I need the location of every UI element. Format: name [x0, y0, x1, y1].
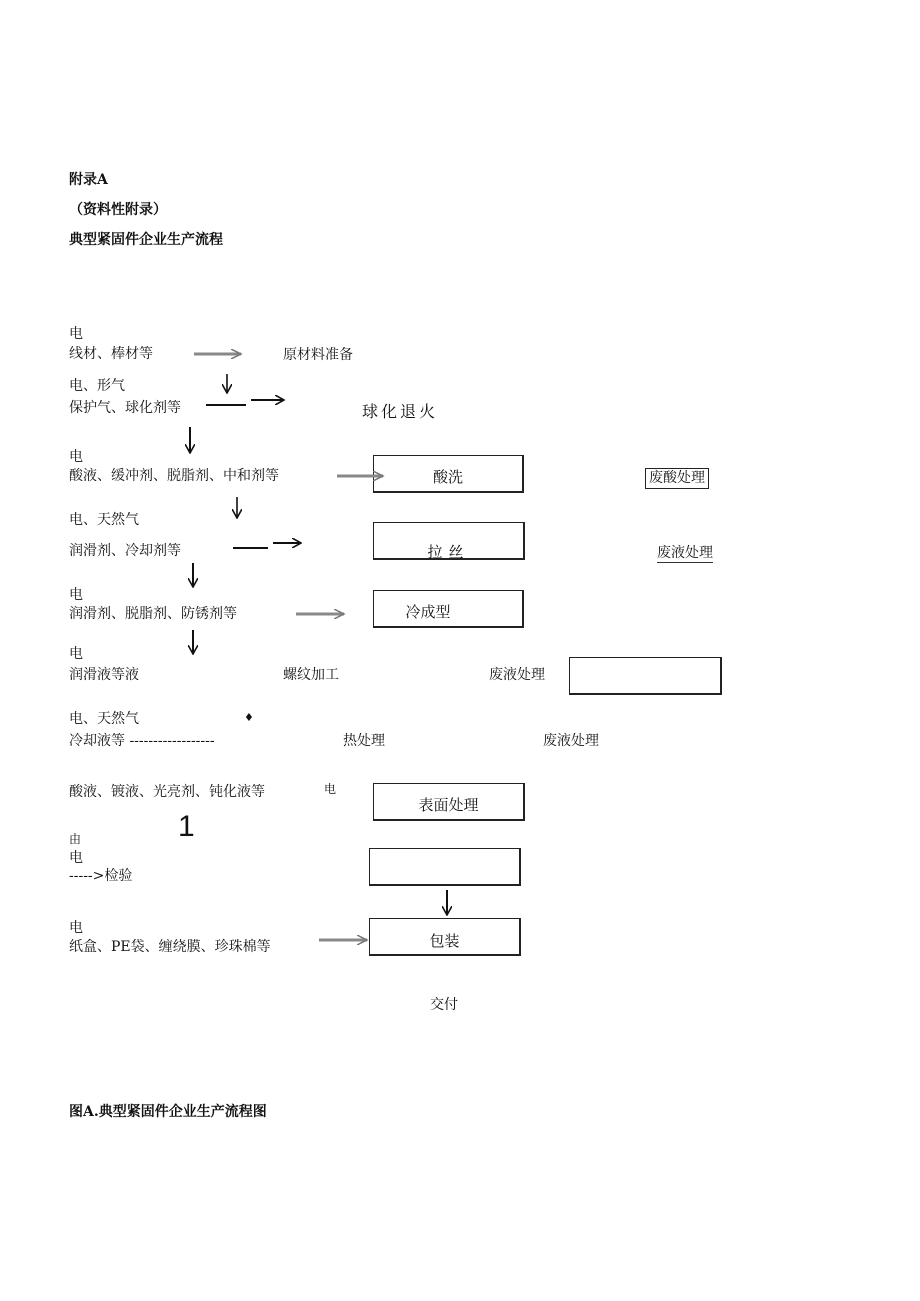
input-lubricant-degreaser: 润滑剂、脱脂剂、防锈剂等: [69, 606, 237, 622]
step-packaging: 包装: [429, 932, 460, 950]
figure-caption: 图A.典型紧固件企业生产流程图: [69, 1104, 267, 1120]
input-lubricant-coolant: 润滑剂、冷却剂等: [69, 543, 181, 559]
input-electricity: 电: [69, 850, 83, 866]
step-cold-forming: 冷成型: [405, 603, 451, 621]
input-lubricating-fluid: 润滑液等液: [69, 667, 139, 683]
step-raw-material: 原材料准备: [283, 347, 353, 363]
step-wire-drawing: 拉丝: [427, 543, 470, 561]
input-electricity-small: 电: [324, 782, 337, 796]
input-electricity: 电: [69, 920, 83, 936]
appendix-note: （资料性附录）: [69, 202, 167, 218]
step-heat-treatment: 热处理: [343, 733, 385, 749]
input-packaging-materials: 纸盒、PE袋、缠绕膜、珍珠棉等: [69, 939, 271, 955]
input-electricity: 电: [69, 326, 83, 342]
stray-char: 由: [69, 832, 82, 846]
step-spheroidize-anneal: 球化退火: [362, 402, 439, 421]
waste-liquid-treatment: 废液处理: [657, 545, 713, 561]
step-delivery: 交付: [430, 997, 458, 1013]
stray-numeral: 1: [178, 810, 195, 843]
input-electricity: 电: [69, 449, 83, 465]
appendix-label: 附录A: [69, 172, 108, 188]
step-pickling: 酸洗: [432, 468, 463, 486]
input-electricity-natural-gas: 电、天然气: [69, 711, 139, 727]
waste-liquid-treatment: 废液处理: [543, 733, 599, 749]
input-wire-rod: 线材、棒材等: [69, 346, 153, 362]
input-electricity-natural-gas: 电、天然气: [69, 512, 139, 528]
input-electricity-gas: 电、形气: [69, 378, 125, 394]
input-coolant: 冷却液等 ------------------: [69, 733, 215, 749]
step-surface-treatment: 表面处理: [418, 796, 479, 814]
input-electricity: 电: [69, 587, 83, 603]
input-inspection: ----->检验: [69, 868, 133, 884]
input-protective-gas: 保护气、球化剂等: [69, 400, 181, 416]
input-plating-liquids: 酸液、镀液、光亮剂、钝化液等: [69, 784, 265, 800]
diamond-icon: ♦: [244, 711, 254, 724]
step-threading: 螺纹加工: [283, 667, 339, 683]
flow-title: 典型紧固件企业生产流程: [69, 232, 223, 248]
waste-acid-treatment: 废酸处理: [645, 468, 709, 489]
waste-liquid-treatment: 废液处理: [489, 667, 545, 683]
input-acid-liquids: 酸液、缓冲剂、脱脂剂、中和剂等: [69, 468, 279, 484]
input-electricity: 电: [69, 646, 83, 662]
